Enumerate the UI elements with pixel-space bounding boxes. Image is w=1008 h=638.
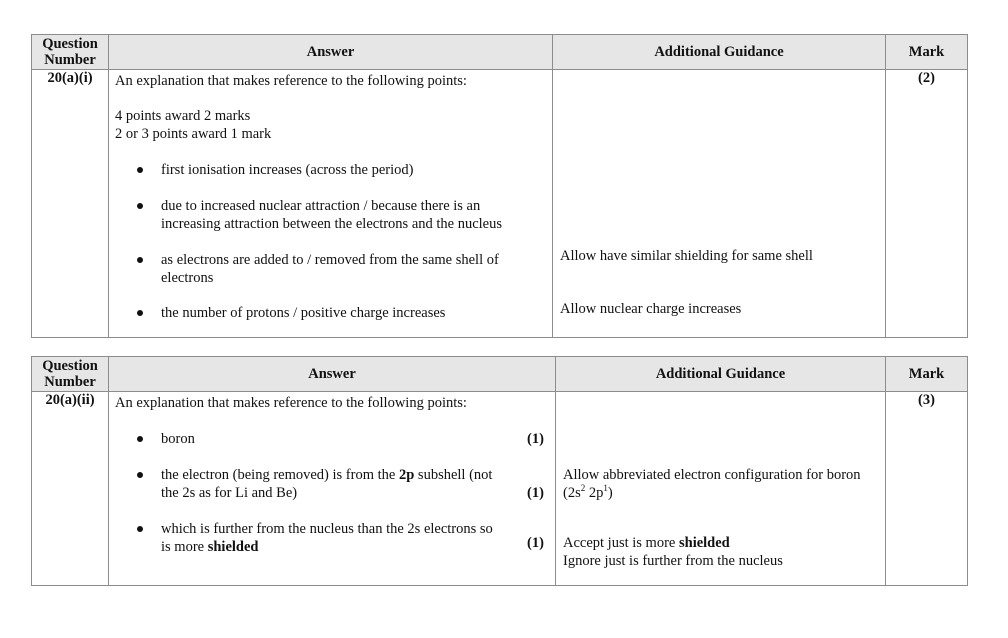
point-2-line-1: the electron (being removed) is from the 2p subshell (not: [161, 467, 493, 483]
guidance-ignore: Ignore just is further from the nucleus: [563, 553, 783, 569]
bullet-dot: [137, 257, 143, 263]
question-number-header: Question Number: [32, 35, 109, 70]
bullet-dot: [137, 436, 143, 442]
guidance-cell: [553, 70, 886, 338]
answer-intro: An explanation that makes reference to the following points:: [115, 395, 467, 411]
mark-value: (3): [886, 392, 968, 586]
guidance-cell: [556, 392, 886, 586]
point-2-line-2: increasing attraction between the electrons and the nucleus: [161, 216, 503, 232]
mark-scheme-table-2: [31, 356, 968, 586]
point-1: boron: [161, 431, 195, 447]
point-3-line-1: which is further from the nucleus than the 2s electrons so: [161, 521, 493, 537]
mark-header: Mark: [886, 357, 968, 392]
point-2-mark: (1): [527, 485, 544, 501]
question-number: 20(a)(i): [32, 70, 109, 338]
guidance-1: Allow have similar shielding for same shell: [560, 248, 813, 264]
point-1-mark: (1): [527, 431, 544, 447]
mark-scheme-table-1: [31, 34, 968, 338]
answer-intro: An explanation that makes reference to the following points:: [115, 73, 467, 89]
bullet-dot: [137, 203, 143, 209]
mark-header: Mark: [886, 35, 968, 70]
point-4: the number of protons / positive charge increases: [161, 305, 446, 321]
bullet-dot: [137, 167, 143, 173]
point-3-mark: (1): [527, 535, 544, 551]
question-number: 20(a)(ii): [32, 392, 109, 586]
guidance-accept: Accept just is more shielded: [563, 535, 730, 551]
answer-header: Answer: [109, 357, 556, 392]
point-2-line-2: the 2s as for Li and Be): [161, 485, 298, 501]
guidance-header: Additional Guidance: [556, 357, 886, 392]
point-3-line-2: is more shielded: [161, 539, 259, 555]
bullet-dot: [137, 472, 143, 478]
point-1: first ionisation increases (across the period): [161, 162, 414, 178]
point-2-line-1: due to increased nuclear attraction / because there is an: [161, 198, 481, 214]
answer-cell: [109, 392, 556, 586]
answer-header: Answer: [109, 35, 553, 70]
award-rule-1: 4 points award 2 marks: [115, 108, 251, 124]
question-number-header: Question Number: [32, 357, 109, 392]
bullet-dot: [137, 310, 143, 316]
mark-value: (2): [886, 70, 968, 338]
award-rule-2: 2 or 3 points award 1 mark: [115, 126, 272, 142]
guidance-2: Allow nuclear charge increases: [560, 301, 742, 317]
guidance-header: Additional Guidance: [553, 35, 886, 70]
point-3-line-1: as electrons are added to / removed from the same shell of: [161, 252, 499, 268]
point-3-line-2: electrons: [161, 270, 214, 286]
electron-configuration: ($2s^2$ $2p^1$): [563, 483, 613, 501]
guidance-1: Allow abbreviated electron configuration for boron: [563, 467, 861, 483]
bullet-dot: [137, 526, 143, 532]
answer-cell: [109, 70, 553, 338]
